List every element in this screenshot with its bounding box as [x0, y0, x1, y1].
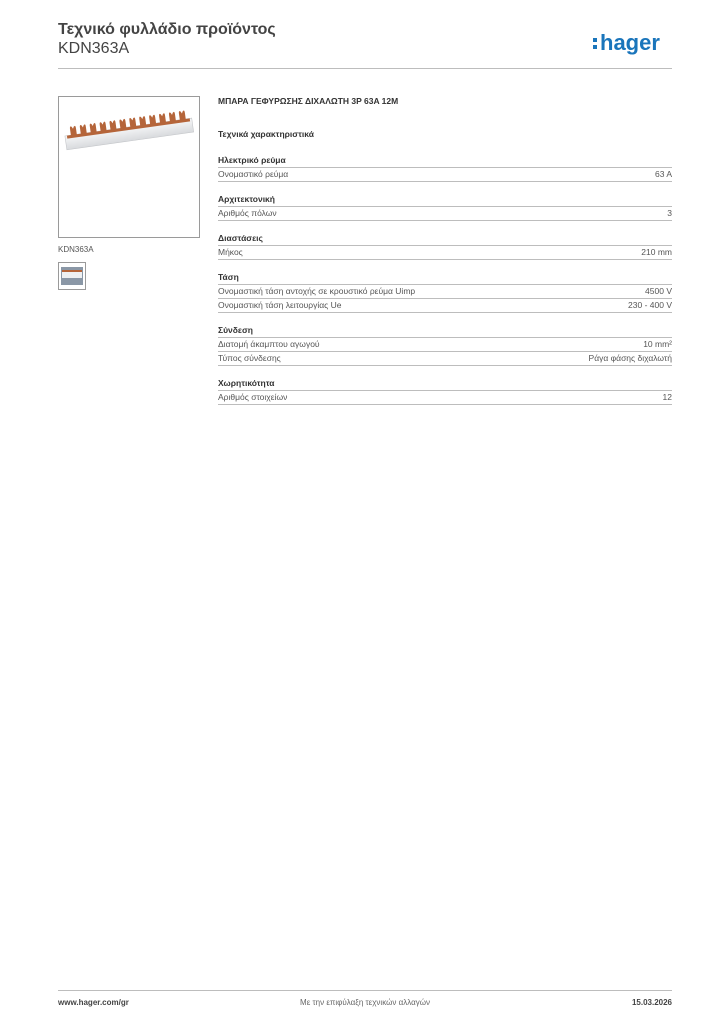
- page-footer: [58, 998, 672, 1012]
- spec-groups: [218, 154, 672, 405]
- spec-group: [218, 377, 672, 405]
- spec-group: [218, 193, 672, 221]
- spec-label: Τύπος σύνδεσης: [218, 353, 281, 363]
- product-image: [58, 96, 200, 238]
- spec-value: Ράγα φάσης διχαλωτή: [588, 353, 672, 363]
- spec-label: Ονομαστικό ρεύμα: [218, 169, 289, 179]
- image-caption: KDN363A: [58, 245, 94, 254]
- document-title: Τεχνικό φυλλάδιο προϊόντος: [58, 21, 276, 38]
- spec-label: Αριθμός πόλων: [218, 208, 277, 218]
- spec-label: Ονομαστική τάση λειτουργίας Ue: [218, 300, 342, 310]
- spec-row: [218, 352, 672, 366]
- spec-row: [218, 207, 672, 221]
- specifications: [218, 94, 672, 416]
- spec-group: [218, 154, 672, 182]
- spec-row: [218, 338, 672, 352]
- spec-label: Ονομαστική τάση αντοχής σε κρουστικό ρεύμα Uimp: [218, 286, 416, 296]
- spec-value: 12: [662, 392, 672, 402]
- spec-group-title: Διαστάσεις: [218, 232, 672, 246]
- spec-row: [218, 299, 672, 313]
- product-code: KDN363A: [58, 40, 130, 57]
- hager-logo: [592, 30, 672, 56]
- spec-value: 230 - 400 V: [628, 300, 672, 310]
- spec-group-title: Χωρητικότητα: [218, 377, 672, 391]
- spec-label: Αριθμός στοιχείων: [218, 392, 288, 402]
- spec-value: 63 A: [654, 169, 672, 179]
- spec-group-title: Ηλεκτρικό ρεύμα: [218, 154, 672, 168]
- spec-value: 4500 V: [645, 286, 672, 296]
- footer-divider: [58, 990, 672, 991]
- spec-row: [218, 391, 672, 405]
- page-header: [58, 20, 672, 58]
- spec-label: Μήκος: [218, 247, 243, 257]
- spec-group: [218, 232, 672, 260]
- spec-value: 10 mm²: [643, 339, 672, 349]
- spec-row: [218, 246, 672, 260]
- spec-group-title: Σύνδεση: [218, 324, 672, 338]
- header-divider: [58, 68, 672, 69]
- logo-text: hager: [600, 30, 660, 55]
- spec-row: [218, 168, 672, 182]
- spec-row: [218, 285, 672, 299]
- footer-note: Με την επιφύλαξη τεχνικών αλλαγών: [300, 998, 430, 1007]
- spec-value: 3: [667, 208, 672, 218]
- footer-website[interactable]: www.hager.com/gr: [58, 998, 129, 1007]
- spec-group-title: Τάση: [218, 271, 672, 285]
- busbar-illustration: [59, 97, 199, 237]
- footer-date: 15.03.2026: [631, 998, 672, 1007]
- spec-value: 210 mm: [641, 247, 672, 257]
- product-thumbnail[interactable]: [58, 262, 86, 290]
- technical-characteristics-heading: Τεχνικά χαρακτηριστικά: [218, 129, 314, 139]
- spec-group: [218, 324, 672, 366]
- thumbnail-image: [59, 263, 85, 289]
- product-name: ΜΠΑΡΑ ΓΕΦΥΡΩΣΗΣ ΔΙΧΑΛΩΤΗ 3P 63A 12M: [218, 96, 399, 106]
- spec-label: Διατομή άκαμπτου αγωγού: [218, 339, 320, 349]
- spec-group-title: Αρχιτεκτονική: [218, 193, 672, 207]
- spec-group: [218, 271, 672, 313]
